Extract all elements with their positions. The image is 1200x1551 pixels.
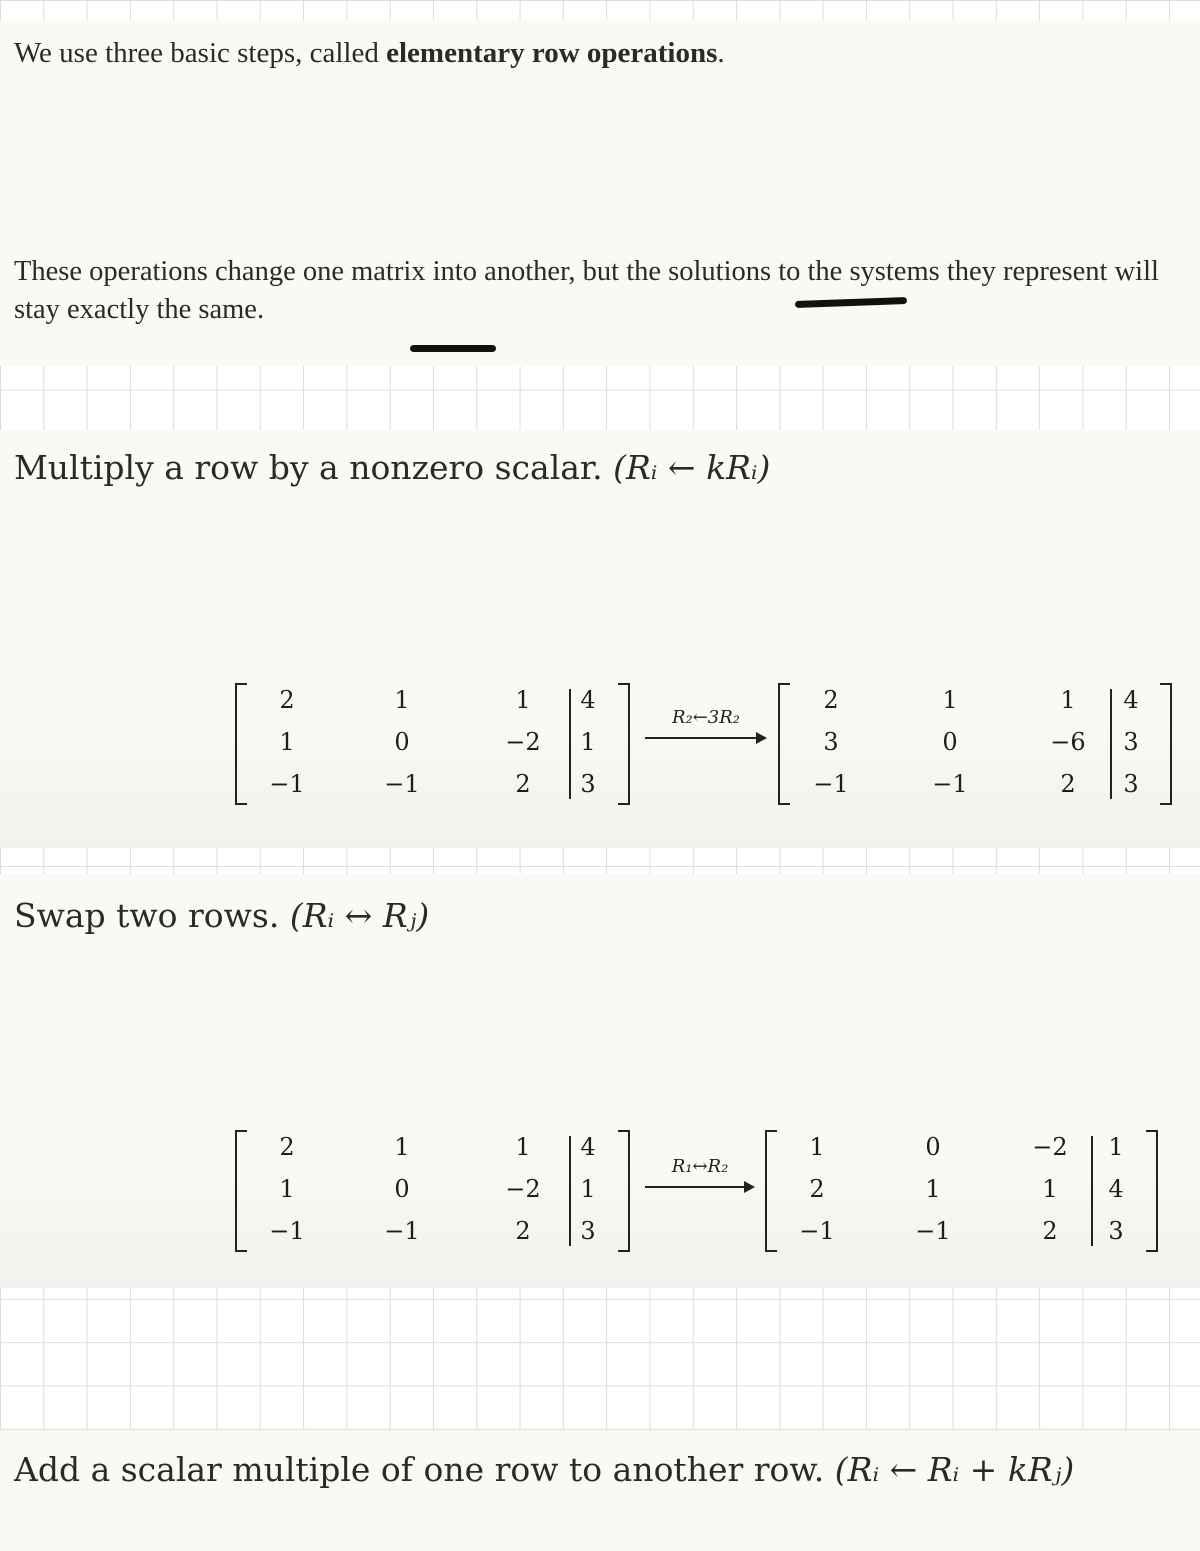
matrix-entry: −1 xyxy=(269,1217,305,1245)
matrix-entry: −1 xyxy=(384,1217,420,1245)
matrix-entry: −2 xyxy=(505,1175,541,1203)
matrix-entry: −6 xyxy=(1050,728,1086,756)
matrix-entry: 3 xyxy=(1108,1217,1124,1245)
matrix-entry: 2 xyxy=(1060,770,1076,798)
swap-label: Swap two rows. xyxy=(14,896,280,935)
add-label: Add a scalar multiple of one row to another row. xyxy=(14,1450,825,1489)
matrix-entry: 2 xyxy=(279,1133,295,1161)
matrix-entry: 2 xyxy=(515,770,531,798)
matrix-entry: 0 xyxy=(925,1133,941,1161)
swap-heading xyxy=(14,896,429,935)
bracket-left xyxy=(765,1130,777,1252)
matrix-entry: −2 xyxy=(1032,1133,1068,1161)
matrix-entry: 0 xyxy=(394,1175,410,1203)
multiply-arrow xyxy=(645,707,767,747)
matrix-entry: 1 xyxy=(394,1133,410,1161)
matrix-entry: 3 xyxy=(1123,728,1139,756)
arrow-label: R₁↔R₂ xyxy=(671,1156,729,1177)
matrix-entry: 1 xyxy=(925,1175,941,1203)
matrix-entry: 0 xyxy=(942,728,958,756)
matrix-entry: −1 xyxy=(932,770,968,798)
matrix-entry: −1 xyxy=(915,1217,951,1245)
note-paragraph: These operations change one matrix into another, but the solutions to the systems they represent will stay exactly the same. xyxy=(14,256,1159,325)
matrix-entry: 1 xyxy=(279,728,295,756)
multiply-heading xyxy=(14,448,770,487)
matrix-entry: 2 xyxy=(515,1217,531,1245)
bracket-right xyxy=(618,1130,630,1252)
matrix-entry: −1 xyxy=(269,770,305,798)
swap-notation: (Rᵢ ↔ Rⱼ) xyxy=(289,896,430,935)
matrix-entry: 1 xyxy=(1060,686,1076,714)
matrix-entry: 2 xyxy=(809,1175,825,1203)
intro-period: . xyxy=(717,37,725,69)
matrix-entry: 1 xyxy=(394,686,410,714)
matrix-entry: 1 xyxy=(942,686,958,714)
arrow-line xyxy=(645,1186,747,1188)
matrix-entry: 0 xyxy=(394,728,410,756)
matrix-entry: 1 xyxy=(515,1133,531,1161)
multiply-label: Multiply a row by a nonzero scalar. xyxy=(14,448,603,487)
bracket-left xyxy=(235,683,247,805)
swap-right-matrix xyxy=(765,1130,1158,1252)
matrix-entry: 2 xyxy=(823,686,839,714)
matrix-entry: −2 xyxy=(505,728,541,756)
matrix-entry: 1 xyxy=(1108,1133,1124,1161)
matrix-entry: 1 xyxy=(580,728,596,756)
add-heading xyxy=(14,1450,1074,1489)
matrix-entry: −1 xyxy=(384,770,420,798)
matrix-entry: −1 xyxy=(813,770,849,798)
matrix-entry: 2 xyxy=(1042,1217,1058,1245)
bracket-right xyxy=(1146,1130,1158,1252)
matrix-entry: 4 xyxy=(1108,1175,1124,1203)
arrow-label: R₂←3R₂ xyxy=(671,707,741,728)
matrix-entry: 3 xyxy=(580,770,596,798)
matrix-entry: 3 xyxy=(1123,770,1139,798)
bracket-left xyxy=(235,1130,247,1252)
matrix-entry: −1 xyxy=(799,1217,835,1245)
intro-text: We use three basic steps, called xyxy=(14,37,387,69)
intro-bold-term: elementary row operations xyxy=(386,37,718,69)
bracket-right xyxy=(618,683,630,805)
arrow-head xyxy=(756,732,767,744)
matrix-entry: 2 xyxy=(279,686,295,714)
add-notation: (Rᵢ ← Rᵢ + kRⱼ) xyxy=(834,1450,1075,1489)
matrix-entry: 1 xyxy=(279,1175,295,1203)
multiply-notation: (Rᵢ ← kRᵢ) xyxy=(613,448,771,487)
arrow-head xyxy=(744,1181,755,1193)
matrix-entry: 3 xyxy=(580,1217,596,1245)
matrix-entry: 3 xyxy=(823,728,839,756)
matrix-entry: 1 xyxy=(580,1175,596,1203)
swap-left-matrix xyxy=(235,1130,630,1252)
arrow-line xyxy=(645,737,759,739)
matrix-entry: 4 xyxy=(580,686,596,714)
matrix-entry: 1 xyxy=(515,686,531,714)
bracket-right xyxy=(1160,683,1172,805)
add-panel xyxy=(0,1430,1200,1551)
multiply-left-matrix xyxy=(235,683,630,805)
bracket-left xyxy=(778,683,790,805)
matrix-entry: 1 xyxy=(809,1133,825,1161)
annotation-underline-same xyxy=(410,345,496,352)
matrix-entry: 4 xyxy=(1123,686,1139,714)
matrix-entry: 4 xyxy=(580,1133,596,1161)
intro-paragraph xyxy=(14,34,1188,72)
swap-arrow xyxy=(645,1156,755,1196)
matrix-entry: 1 xyxy=(1042,1175,1058,1203)
multiply-right-matrix xyxy=(778,683,1172,805)
